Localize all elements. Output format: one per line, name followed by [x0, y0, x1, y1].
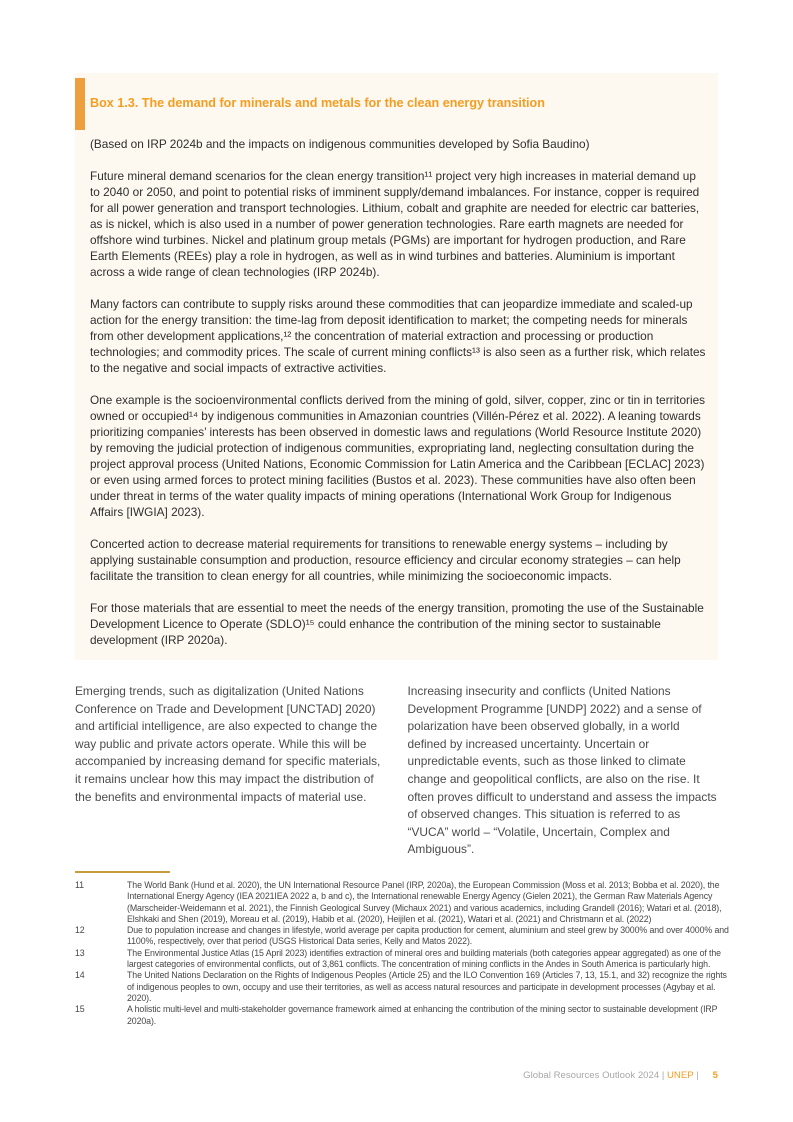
footer-brand: UNEP — [667, 1070, 694, 1081]
footnote-text: The United Nations Declaration on the Rights of Indigenous Peoples (Article 25) and the ILO Convention 169 (Articles 7, 13, 15.1, and 32) recognize the rights of indigenous peoples to own, occupy and use their territories, as well as access natural resources and participate in development processes (Agybay et al. 2020). — [127, 970, 727, 1003]
footnote-text: The Environmental Justice Atlas (15 April 2023) identifies extraction of mineral ores and building materials (both categories appear aggregated) as one of the largest categories of environmental conflicts, out of 3,861 conflicts. The concentration of mining conflicts in the Andes in South America is particularly high. — [127, 947, 721, 970]
footnote-number: 12 — [75, 925, 85, 936]
box-paragraph-2: Many factors can contribute to supply risks around these commodities that can jeopardize immediate and scaled-up action for the energy transition: the time-lag from deposit identification to market; the competing needs for minerals from other development applications,¹² the concentration of material extraction and processing or production technologies; and commodity prices. The scale of current mining conflicts¹³ is also seen as a further risk, which relates to the negative and social impacts of extractive activities. — [90, 297, 706, 375]
body-column-right: Increasing insecurity and conflicts (United Nations Development Programme [UNDP] 2022) and a sense of polarization have been observed globally, in a world defined by increased uncertainty. Uncertain or unpredictable events, such as those linked to climate change and geopolitical conflicts, are also on the rise. It often proves difficult to understand and assess the impacts of observed changes. This situation is referred to as “VUCA” world – “Volatile, Uncertain, Complex and Ambiguous”. — [407, 684, 717, 857]
body-columns — [75, 683, 718, 859]
footer-report-title: Global Resources Outlook 2024 — [523, 1070, 660, 1081]
footnote-number: 13 — [75, 947, 85, 958]
box-title: Box 1.3. The demand for minerals and metals for the clean energy transition — [90, 96, 545, 110]
box-paragraph-4: Concerted action to decrease material requirements for transitions to renewable energy systems – including by applying sustainable consumption and production, resource efficiency and circular economy strategies – can help facilitate the transition to clean energy for all countries, while minimizing the socioeconomic impacts. — [90, 537, 681, 583]
box-subtitle: (Based on IRP 2024b and the impacts on indigenous communities developed by Sofia Baudino) — [90, 137, 590, 151]
footer-page-number: 5 — [712, 1070, 718, 1081]
box-accent-bar — [75, 78, 85, 130]
footnote-number: 15 — [75, 1004, 85, 1015]
footer-separator: | — [693, 1070, 699, 1081]
footnote-item — [75, 1004, 730, 1027]
highlight-box — [75, 73, 718, 660]
page-footer — [523, 1070, 718, 1082]
footnote-text: The World Bank (Hund et al. 2020), the UN International Resource Panel (IRP, 2020a), the European Commission (Moss et al. 2013; Bobba et al. 2020), the International Energy Agency (IEA 2021IEA 2022 a, b and c), the International renewable Energy Agency (Gielen 2021), the German Raw Materials Agency (Marscheider-Weidemann et al. 2021), the Finnish Geological Survey (Michaux 2021) and various academics, including Grandell (2016); Watari et al. (2018), Elshkaki and Shen (2019), Moreau et al. (2019), Habib et al. (2020), Heijilen et al. (2021), Watari et al. (2021) and Christmann et al. (2022) — [127, 880, 722, 924]
footnote-item — [75, 925, 730, 948]
footnote-text: A holistic multi-level and multi-stakeholder governance framework aimed at enhancing the contribution of the mining sector to sustainable development (IRP 2020a). — [127, 1004, 718, 1026]
footnote-item — [75, 880, 730, 925]
footnotes-section — [75, 880, 730, 1027]
footer-separator: | — [659, 1070, 667, 1081]
footnote-text: Due to population increase and changes in lifestyle, world average per capita production for cement, aluminium and steel grew by 3000% and over 4000% and 1100%, respectively, over that period (USGS Historical Data series, Kelly and Matos 2022). — [127, 925, 729, 947]
body-column-left: Emerging trends, such as digitalization (United Nations Conference on Trade and Development [UNCTAD] 2020) and artificial intelligence, are also expected to change the way public and private actors operate. While this will be accompanied by increasing demand for specific materials, it remains unclear how this may impact the distribution of the benefits and environmental impacts of material use. — [75, 684, 381, 804]
footnote-item — [75, 970, 730, 1004]
box-paragraph-5: For those materials that are essential to meet the needs of the energy transition, promoting the use of the Sustainable Development Licence to Operate (SDLO)¹⁵ could enhance the contribution of the mining sector to sustainable development (IRP 2020a). — [90, 601, 704, 647]
footnote-item — [75, 948, 730, 971]
footnote-number: 11 — [75, 880, 84, 890]
box-paragraph-3: One example is the socioenvironmental conflicts derived from the mining of gold, silver, copper, zinc or tin in territories owned or occupied¹⁴ by indigenous communities in Amazonian countries (Villén-Pérez et al. 2022). A leaning towards prioritizing companies’ interests has been observed in domestic laws and regulations (World Resource Institute 2020) by removing the judicial protection of indigenous communities, expropriating land, neglecting consultation during the project approval process (United Nations, Economic Commission for Latin America and the Caribbean [ECLAC] 2023) or even using armed forces to protect mining facilities (Bustos et al. 2023). These communities have also often been under threat in terms of the water quality impacts of mining operations (International Work Group for Indigenous Affairs [IWGIA] 2023). — [90, 393, 706, 519]
footnote-separator — [75, 871, 170, 873]
footnote-number: 14 — [75, 970, 85, 981]
box-paragraph-1: Future mineral demand scenarios for the clean energy transition¹¹ project very high increases in material demand up to 2040 or 2050, and point to potential risks of imminent supply/demand imbalances. For instance, copper is required for all power generation and transport technologies. Lithium, cobalt and graphite are needed for electric car batteries, as is nickel, which is also used in a number of power generation technologies. Rare earth magnets are needed for offshore wind turbines. Nickel and platinum group metals (PGMs) are important for hydrogen production, and Rare Earth Elements (REEs) play a role in hydrogen, as well as in wind turbines and batteries. Aluminium is important across a wide range of clean technologies (IRP 2024b). — [90, 169, 700, 279]
